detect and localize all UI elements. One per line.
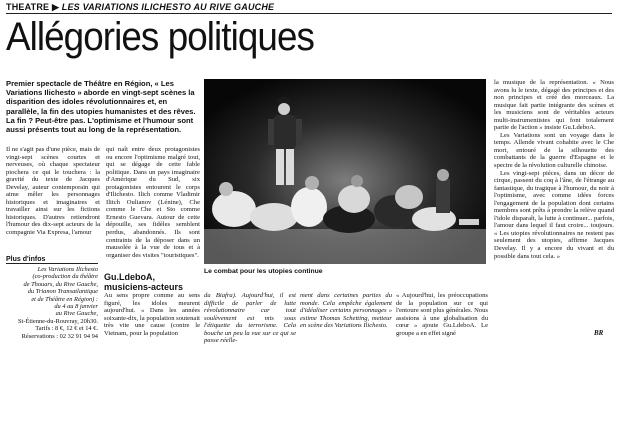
subhead: Gu.LdeboA, musiciens-acteurs bbox=[104, 272, 184, 292]
infos-line: du Trianon Transatlantique bbox=[27, 288, 98, 296]
infos-line: au Rive Gauche, bbox=[55, 310, 98, 318]
infos-box bbox=[6, 266, 98, 340]
lead-paragraph: Premier spectacle de Théâtre en Région, « Les Variations Ilichesto » aborde en vingt-sept scènes la disparition des idoles révolutionnaires et, en parallèle, la fin des utopies humanistes et des rêves. La fin ? Peut-être pas. L'optimisme et l'humour sont aussi présents tout au long de la représentation. bbox=[6, 79, 196, 135]
right-paragraph: Les Variations sont un voyage dans le temps. Allende vivant cohabite avec le Che mort, entouré de la silhouette des combattants de la guerre d'Espagne et le spectre de la révolution culturelle chinoise. bbox=[494, 131, 614, 170]
infos-line: (co-production du théâtre bbox=[32, 273, 98, 281]
photo-caption: Le combat pour les utopies continue bbox=[204, 268, 323, 275]
headline: Allégories politiques bbox=[6, 15, 314, 59]
infos-line: du 4 au 8 janvier bbox=[54, 303, 98, 311]
section-kicker bbox=[6, 2, 274, 13]
infos-line: Les Variations Ilichesto bbox=[37, 266, 98, 273]
body-column-4: du Biafra). Aujourd'hui, il est difficile de parler de lutte révolutionnaire car tout soulèvement est mis sous l'étiquette du terrorisme. Cela bouche un peu la vue sur ce qui se passe réelle- bbox=[204, 292, 296, 345]
right-paragraph: la musique de la représentation. « Nous avons lu le texte, dégagé des principes et des non principes et créé des morceaux. La musique fait partie intégrante des scènes et les musiciens sont de véritables acteurs multi-instrumentistes qui font totalement partie de l'action » insiste Gu.LdeboA. bbox=[494, 79, 614, 132]
body-column-3: Au sens propre comme au sens figuré, les idoles meurent aujourd'hui. « Dans les années soixante-dix, la population soutenait très vite une cause (contre le Vietnam, pour la population bbox=[104, 292, 200, 337]
infos-line: St-Étienne-du-Rouvray, 20h30. bbox=[18, 317, 98, 325]
stage-photo-image bbox=[204, 79, 486, 264]
body-column-6: « Aujourd'hui, les préoccupations de la population sur ce qui l'entoure sont plus générales. Nous assistons à une globalisation du cœur » ajoute Gu.LdeboA. Le groupe a en effet signé bbox=[396, 292, 488, 337]
right-paragraph: Les vingt-sept pièces, dans un décor de cirque, passent du coq à l'âne, de l'étrange au fantastique, du tragique à l'humour, du noir à l'optimisme, avec comme idées forces l'engagement de la population dont certains membres sont prêts à prendre la relève quand l'idole disparaît, la lutte à continuer... parfois, l'amour dans lequel il faut croire... toujours. « Les utopies révolutionnaires ne restent pas seulement des utopies, affirme Jacques Develay. Il y a encore du vivant et du possible dans tout cela. » bbox=[494, 169, 614, 260]
right-column bbox=[494, 79, 614, 260]
stage-photo bbox=[204, 79, 486, 264]
body-column-1: Il ne s'agit pas d'une pièce, mais de vingt-sept scènes courtes et nerveuses, où chaque spectateur piochera ce qui le touchera : la gravité du texte de Jacques Develay, auteur contemporain qui aime mêler les personnages historiques et imaginaires et travailler ainsi sur les fictions historiques. D'autres retiendront l'humour des dix-sept acteurs de la compagnie Via Expresa, l'amour bbox=[6, 146, 100, 237]
infos-line: Réservations : 02 32 91 94 94 bbox=[21, 332, 98, 340]
infos-line: de Thouars, du Rive Gauche, bbox=[23, 280, 98, 288]
body-column-2: qui naît entre deux protagonistes ou encore l'optimisme malgré tout, qui se dégage de cette fable politique. Dans un pays imaginaire d'Amérique du Sud, six protagonistes entourent le corps d'Ilichesto. Ilich comme Vladimir Ilitch Oulianov (Lénine), Che comme le Che et Sto comme Ernesto Guevara. Autour de cette dépouille, ses fidèles semblent perdus, abandonnés. Ils sont contraints de la déposer dans un mausolée à la vue de tous et à organiser des visites "touristiques". bbox=[106, 146, 200, 259]
infos-rule bbox=[6, 263, 98, 264]
kicker-section: THEATRE bbox=[6, 2, 50, 12]
infos-line: Tarifs : 8 €, 12 € et 14 €. bbox=[35, 325, 98, 333]
infos-title: Plus d'infos bbox=[6, 256, 46, 263]
kicker-arrow-icon: ▶ bbox=[51, 2, 60, 12]
author-signature: BR bbox=[594, 329, 604, 337]
kicker-subtitle: LES VARIATIONS ILICHESTO AU RIVE GAUCHE bbox=[61, 2, 275, 12]
body-column-5: ment dans certaines parties du monde. Cela empêche également d'idéaliser certains personnages » estime Thomas Schetting, metteur en scène des Variations Ilichesto. bbox=[300, 292, 392, 330]
infos-line: et de Théâtre en Région) : bbox=[31, 295, 98, 303]
